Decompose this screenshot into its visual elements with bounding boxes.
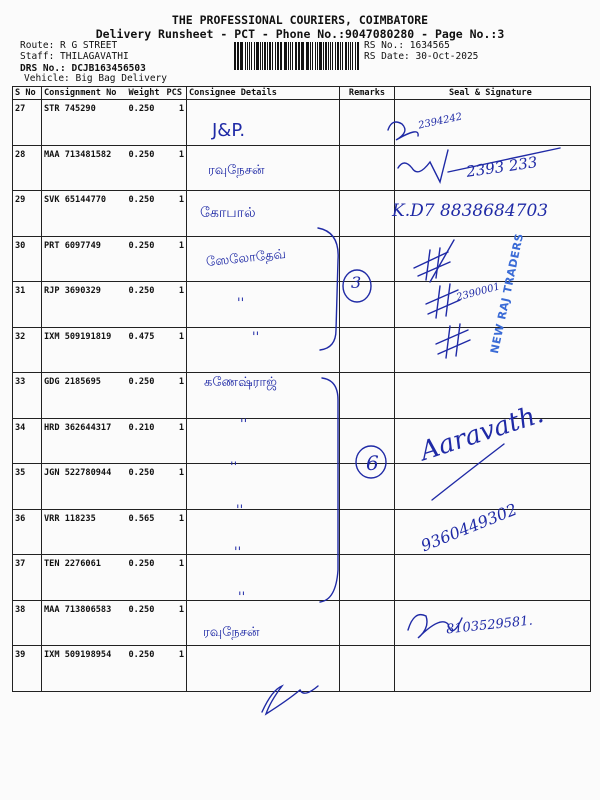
rs-number: RS No.: 1634565 xyxy=(364,40,450,51)
cell-sno: 38 xyxy=(13,600,42,646)
cell-consignee-details xyxy=(187,555,340,601)
table-row xyxy=(13,100,591,146)
cell-consignment-no: SVK 65144770 xyxy=(42,191,127,237)
handwritten-consignee: ரவுநேசன் xyxy=(203,625,260,640)
handwritten-number: 8103529581. xyxy=(445,613,534,638)
cell-pcs: 1 xyxy=(165,100,187,146)
handwritten-signature: Aaravath. xyxy=(416,398,548,468)
cell-consignment-no: GDG 2185695 xyxy=(42,373,127,419)
column-header: PCS xyxy=(165,87,187,100)
cell-sno: 31 xyxy=(13,282,42,328)
cell-weight: 0.565 xyxy=(127,509,165,555)
cell-pcs: 1 xyxy=(165,464,187,510)
handwritten-number: 2394242 xyxy=(417,111,464,132)
handwritten-consignee: கோபால் xyxy=(200,205,256,221)
cell-remarks xyxy=(340,145,395,191)
cell-seal-signature xyxy=(395,236,591,282)
cell-pcs: 1 xyxy=(165,373,187,419)
cell-sno: 33 xyxy=(13,373,42,419)
cell-sno: 34 xyxy=(13,418,42,464)
cell-weight: 0.250 xyxy=(127,464,165,510)
cell-consignment-no: RJP 3690329 xyxy=(42,282,127,328)
cell-remarks xyxy=(340,373,395,419)
cell-seal-signature xyxy=(395,555,591,601)
cell-consignee-details xyxy=(187,282,340,328)
route-label: Route: R G STREET xyxy=(20,40,118,51)
staff-label: Staff: THILAGAVATHI xyxy=(20,51,129,62)
cell-seal-signature xyxy=(395,646,591,692)
handwritten-number: 2393 233 xyxy=(465,153,539,181)
cell-consignee-details xyxy=(187,464,340,510)
cell-consignee-details xyxy=(187,418,340,464)
handwritten-signature: K.D7 8838684703 xyxy=(392,201,549,221)
cell-pcs: 1 xyxy=(165,327,187,373)
cell-consignment-no: PRT 6097749 xyxy=(42,236,127,282)
vehicle-label: Vehicle: Big Bag Delivery xyxy=(24,73,167,84)
cell-remarks xyxy=(340,327,395,373)
group-count: 6 xyxy=(366,451,379,475)
ditto-mark: '' xyxy=(230,460,238,475)
cell-consignee-details xyxy=(187,646,340,692)
cell-consignment-no: TEN 2276061 xyxy=(42,555,127,601)
cell-consignee-details xyxy=(187,327,340,373)
barcode xyxy=(234,42,360,70)
ditto-mark: '' xyxy=(240,417,248,432)
cell-sno: 29 xyxy=(13,191,42,237)
ditto-mark: '' xyxy=(236,503,244,518)
cell-consignment-no: JGN 522780944 xyxy=(42,464,127,510)
cell-sno: 28 xyxy=(13,145,42,191)
cell-consignee-details xyxy=(187,509,340,555)
handwritten-consignee: கணேஷ்ராஜ் xyxy=(204,375,277,390)
cell-weight: 0.250 xyxy=(127,100,165,146)
column-header: Remarks xyxy=(340,87,395,100)
cell-remarks xyxy=(340,191,395,237)
cell-consignment-no: IXM 509198954 xyxy=(42,646,127,692)
cell-consignment-no: MAA 713481582 xyxy=(42,145,127,191)
cell-pcs: 1 xyxy=(165,555,187,601)
cell-weight: 0.210 xyxy=(127,418,165,464)
group-count: 3 xyxy=(351,273,362,292)
cell-sno: 37 xyxy=(13,555,42,601)
handwritten-consignee: J&P. xyxy=(212,120,246,141)
ditto-mark: '' xyxy=(237,296,245,311)
cell-consignee-details xyxy=(187,100,340,146)
cell-sno: 39 xyxy=(13,646,42,692)
cell-pcs: 1 xyxy=(165,191,187,237)
cell-pcs: 1 xyxy=(165,646,187,692)
cell-pcs: 1 xyxy=(165,600,187,646)
ditto-mark: '' xyxy=(238,590,246,605)
cell-remarks xyxy=(340,236,395,282)
company-title: THE PROFESSIONAL COURIERS, COIMBATORE xyxy=(171,13,429,27)
cell-remarks xyxy=(340,646,395,692)
company-stamp: NEW RAJ TRADERS xyxy=(488,232,527,355)
handwritten-number: 9360449302 xyxy=(418,499,520,556)
handwritten-consignee: ரவுநேசன் xyxy=(208,163,265,178)
cell-pcs: 1 xyxy=(165,509,187,555)
cell-consignment-no: VRR 118235 xyxy=(42,509,127,555)
cell-remarks xyxy=(340,555,395,601)
cell-pcs: 1 xyxy=(165,145,187,191)
column-header: Consignment No xyxy=(42,87,127,100)
cell-consignment-no: HRD 362644317 xyxy=(42,418,127,464)
handwritten-number: 2390001 xyxy=(455,281,502,304)
column-header: Weight xyxy=(127,87,165,100)
cell-sno: 30 xyxy=(13,236,42,282)
cell-remarks xyxy=(340,509,395,555)
cell-weight: 0.250 xyxy=(127,236,165,282)
column-header: S No xyxy=(13,87,42,100)
cell-weight: 0.250 xyxy=(127,646,165,692)
cell-remarks xyxy=(340,282,395,328)
cell-remarks xyxy=(340,100,395,146)
cell-sno: 36 xyxy=(13,509,42,555)
cell-weight: 0.250 xyxy=(127,145,165,191)
cell-consignment-no: STR 745290 xyxy=(42,100,127,146)
cell-pcs: 1 xyxy=(165,236,187,282)
cell-seal-signature xyxy=(395,373,591,419)
cell-seal-signature xyxy=(395,464,591,510)
runsheet-table xyxy=(12,86,591,692)
ditto-mark: '' xyxy=(252,330,260,345)
cell-pcs: 1 xyxy=(165,282,187,328)
cell-weight: 0.250 xyxy=(127,282,165,328)
cell-sno: 35 xyxy=(13,464,42,510)
runsheet-subtitle: Delivery Runsheet - PCT - Phone No.:9047080280 - Page No.:3 xyxy=(95,27,505,41)
cell-sno: 32 xyxy=(13,327,42,373)
cell-weight: 0.250 xyxy=(127,600,165,646)
cell-weight: 0.475 xyxy=(127,327,165,373)
cell-pcs: 1 xyxy=(165,418,187,464)
ditto-mark: '' xyxy=(234,545,242,560)
drs-number: DRS No.: DCJB163456503 xyxy=(20,63,146,74)
cell-consignment-no: MAA 713806583 xyxy=(42,600,127,646)
handwritten-consignee: ஸேலோதேவ் xyxy=(205,246,287,271)
cell-weight: 0.250 xyxy=(127,373,165,419)
column-header: Consignee Details xyxy=(187,87,340,100)
cell-sno: 27 xyxy=(13,100,42,146)
rs-date: RS Date: 30-Oct-2025 xyxy=(364,51,479,62)
table-header-row xyxy=(13,87,591,100)
column-header: Seal & Signature xyxy=(395,87,591,100)
table-row xyxy=(13,646,591,692)
cell-weight: 0.250 xyxy=(127,191,165,237)
cell-remarks xyxy=(340,600,395,646)
cell-consignment-no: IXM 509191819 xyxy=(42,327,127,373)
table-row xyxy=(13,555,591,601)
cell-weight: 0.250 xyxy=(127,555,165,601)
